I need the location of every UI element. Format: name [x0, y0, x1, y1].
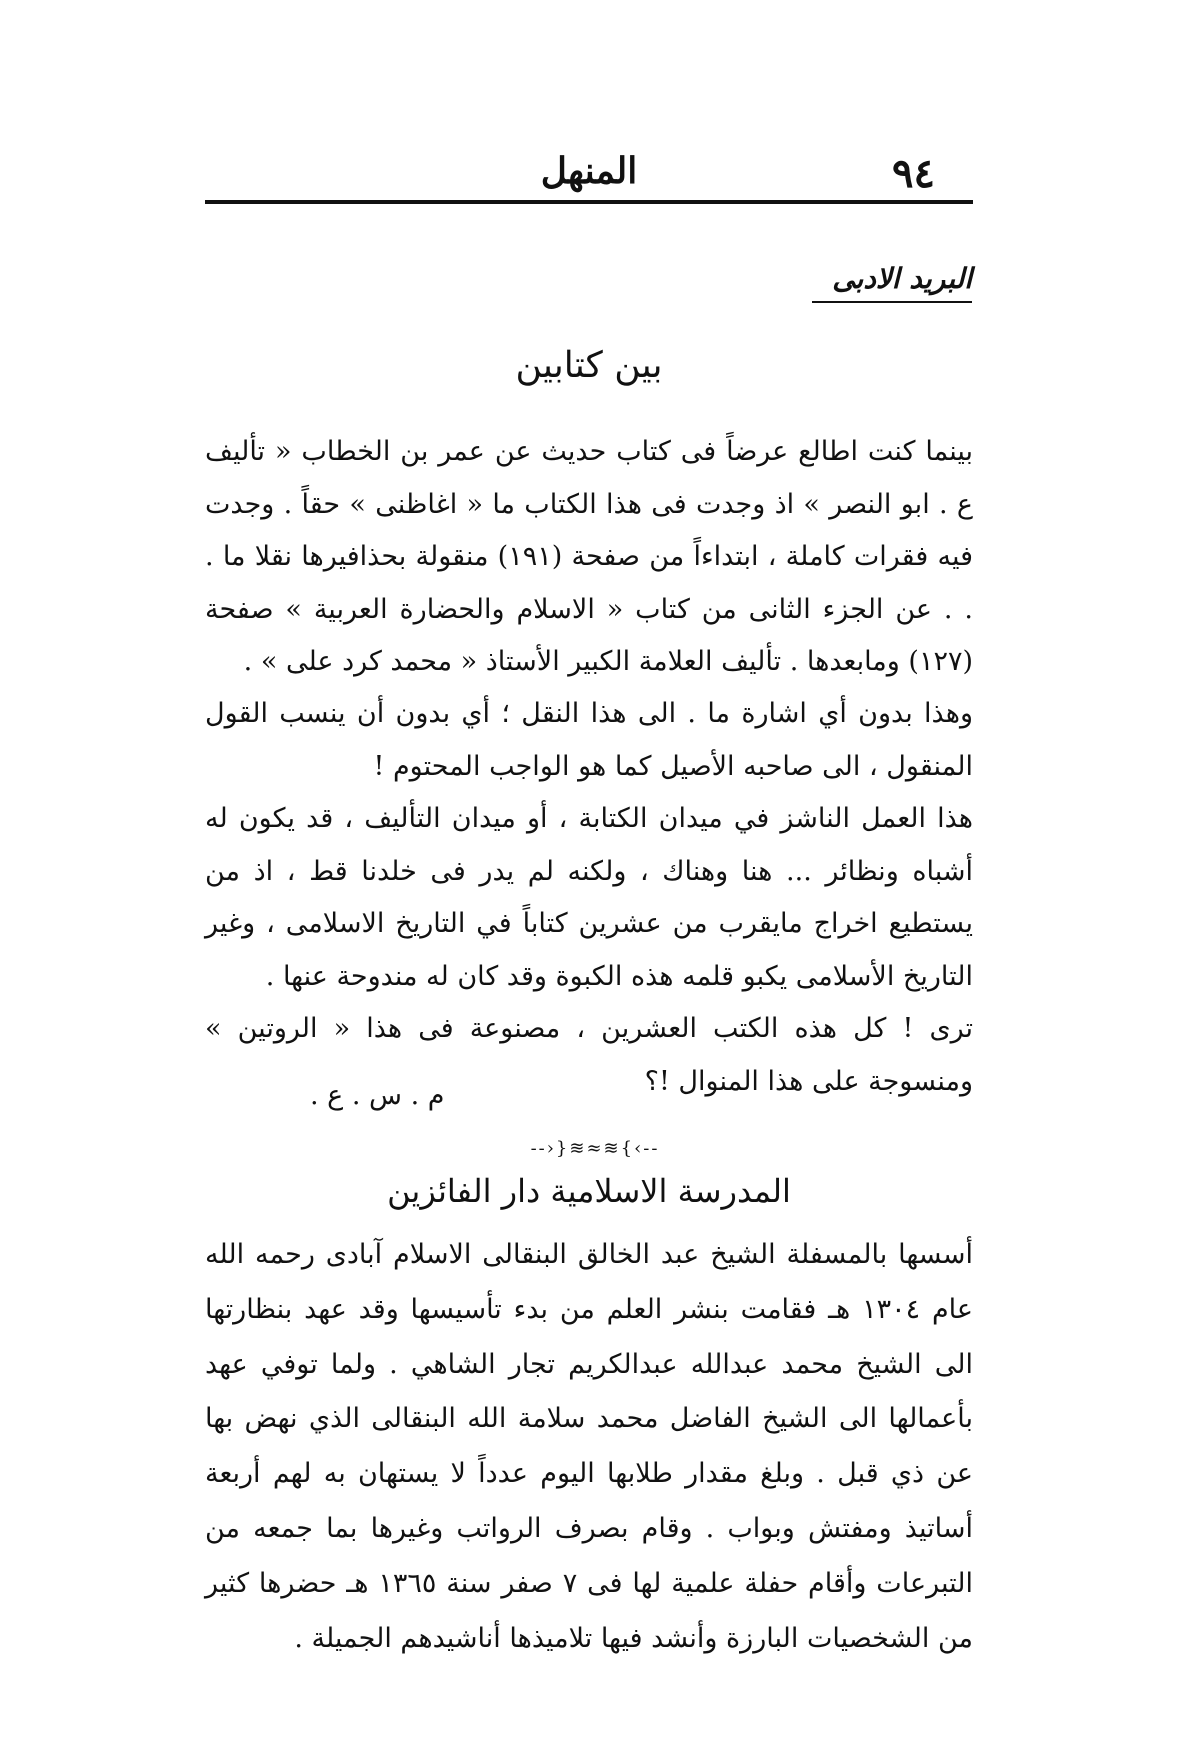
section-label: البريد الادبى — [812, 262, 972, 303]
article-title: بين كتابين — [515, 345, 663, 386]
article-paragraph: بينما كنت اطالع عرضاً فى كتاب حديث عن عمر بن الخطاب « تأليف ع . ابو النصر » اذ وجدت فى هذا الكتاب ما « اغاظنى » حقاً . وجدت فيه فقرات كاملة ، ابتداءاً من صفحة (١٩١) منقولة بحذافيرها نقلا ما . . . عن الجزء الثانى من كتاب « الاسلام والحضارة العربية » صفحة (١٢٧) ومابعدها . تأليف العلامة الكبير الأستاذ « محمد كرد على » . — [205, 436, 974, 678]
author-signature: م . س . ع . — [310, 1080, 445, 1111]
header-rule — [205, 200, 973, 204]
page-number: ٩٤ — [892, 150, 935, 197]
article-paragraph: أسسها بالمسفلة الشيخ عبد الخالق البنقالى الاسلام آبادى رحمه الله عام ١٣٠٤ هـ فقامت بنشر العلم من بدء تأسيسها وقد عهد بنظارتها الى الشيخ محمد عبدالله عبدالكريم تجار الشاهي . ولما توفي عهد بأعمالها الى الشيخ الفاضل محمد سلامة الله البنقالى الذي نهض بها عن ذي قبل . وبلغ مقدار طلابها اليوم عدداً لا يستهان به لهم أربعة أساتيذ ومفتش وبواب . وقام بصرف الرواتب وغيرها بما جمعه من التبرعات وأقام حفلة علمية لها فى ٧ صفر سنة ١٣٦٥ هـ حضرها كثير من الشخصيات البارزة وأنشد فيها تلاميذها أناشيدهم الجميلة . — [205, 1239, 974, 1654]
article-title: المدرسة الاسلامية دار الفائزين — [387, 1172, 791, 1210]
section-divider-ornament: --›}≋≈≋{‹-- — [530, 1138, 660, 1159]
page-header — [205, 150, 973, 197]
article-paragraph: وهذا بدون أي اشارة ما . الى هذا النقل ؛ أي بدون أن ينسب القول المنقول ، الى صاحبه الأصيل كما هو الواجب المحتوم ! — [205, 698, 973, 782]
article-paragraph: ترى ! كل هذه الكتب العشرين ، مصنوعة فى هذا « الروتين » ومنسوجة على هذا المنوال !؟ — [205, 1013, 973, 1097]
journal-title: المنهل — [540, 150, 638, 192]
article-paragraph: هذا العمل الناشز في ميدان الكتابة ، أو ميدان التأليف ، قد يكون له أشباه ونظائر ... هنا وهناك ، ولكنه لم يدر فى خلدنا قط ، اذ من يستطيع اخراج مايقرب من عشرين كتاباً في التاريخ الاسلامى ، وغير التاريخ الأسلامى يكبو قلمه هذه الكبوة وقد كان له مندوحة عنها . — [205, 803, 973, 992]
